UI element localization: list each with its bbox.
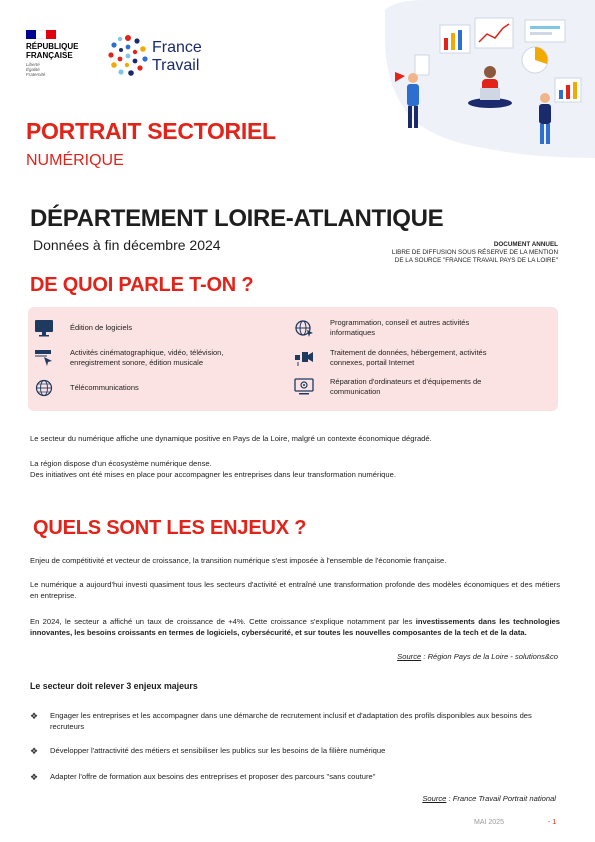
page-title: PORTRAIT SECTORIEL: [26, 118, 276, 144]
rf-motto-line: Fraternité: [26, 72, 46, 77]
section-title-what: DE QUOI PARLE T-ON ?: [30, 274, 254, 296]
document-note-heading: DOCUMENT ANNUEL: [493, 241, 558, 248]
paragraph-line: La région dispose d'un écosystème numérique dense.: [30, 459, 212, 468]
document-note-line: LIBRE DE DIFFUSION SOUS RÉSERVE DE LA MENTION: [391, 249, 558, 256]
ft-name-line: France: [152, 39, 202, 56]
sector-item: [294, 348, 514, 367]
page-subtitle: NUMÉRIQUE: [26, 152, 124, 169]
challenge-text: Engager les entreprises et les accompagner dans une démarche de recrutement inclusif et d'adaptation des profils disponibles aux besoins des recruteurs: [50, 711, 532, 731]
source-label: Source: [397, 652, 422, 661]
ft-name-line: Travail: [152, 57, 200, 74]
network-video-icon: [294, 349, 314, 367]
source-label: Source: [422, 794, 447, 803]
section-title-challenges: QUELS SONT LES ENJEUX ?: [33, 517, 307, 539]
repair-computer-icon: [294, 378, 314, 396]
republique-francaise-logo: [26, 30, 96, 77]
sector-label: Activités cinématographique, vidéo, télévision, enregistrement sonore, édition musicale: [70, 348, 224, 367]
data-date: Données à fin décembre 2024: [33, 237, 221, 253]
challenge-item: [30, 772, 560, 783]
sector-item: [34, 379, 274, 397]
challenge-paragraph-2: Le numérique a aujourd'hui investi quasiment tous les secteurs d'activité et entraîné une transformation profonde des modèles économiques et des métiers en entreprise.: [30, 580, 560, 600]
source-text: : Région Pays de la Loire - solutions&co: [421, 652, 558, 661]
challenge-item: [30, 711, 560, 732]
sector-label: Télécommunications: [70, 383, 139, 393]
rf-title-line: RÉPUBLIQUE: [26, 42, 79, 51]
sector-item: [294, 377, 524, 396]
ecosystem-paragraph: [30, 459, 396, 480]
paragraph-line: Des initiatives ont été mises en place pour accompagner les entreprises dans leur transformation numérique.: [30, 469, 396, 479]
department-heading: DÉPARTEMENT LOIRE-ATLANTIQUE: [30, 205, 444, 232]
intro-paragraph: Le secteur du numérique affiche une dynamique positive en Pays de la Loire, malgré un contexte économique dégradé.: [30, 434, 432, 443]
challenge-text: Développer l'attractivité des métiers et sensibiliser les publics sur les besoins de la filière numérique: [50, 746, 386, 755]
globe-cursor-icon: [294, 319, 314, 337]
challenge-paragraph-1: Enjeu de compétitivité et vecteur de croissance, la transition numérique s'est imposée à l'ensemble de l'économie française.: [30, 556, 447, 565]
source-note-2: [300, 794, 556, 803]
sector-item: [34, 348, 274, 367]
french-flag-icon: [26, 30, 56, 39]
screen-cursor-icon: [34, 349, 54, 367]
challenge-paragraph-3: [30, 617, 560, 638]
sector-item: [294, 318, 514, 337]
sector-item: [34, 319, 274, 337]
sector-label: Réparation d'ordinateurs et d'équipements de communication: [330, 377, 482, 396]
source-note-1: [300, 652, 558, 661]
digital-workers-illustration: [385, 0, 595, 158]
sectors-box: [28, 307, 558, 411]
diamond-bullet-icon: ❖: [30, 711, 39, 721]
challenge-text: Adapter l'offre de formation aux besoins des entreprises et proposer des parcours "sans couture": [50, 772, 376, 781]
page-number: - 1: [548, 819, 557, 826]
sector-label: Traitement de données, hébergement, activités connexes, portail Internet: [330, 348, 487, 367]
source-text: : France Travail Portrait national: [446, 794, 556, 803]
rf-motto-line: Égalité: [26, 67, 40, 72]
footer-date: MAI 2025: [474, 819, 504, 826]
globe-network-icon: [34, 379, 54, 397]
diamond-bullet-icon: ❖: [30, 772, 39, 782]
diamond-bullet-icon: ❖: [30, 746, 39, 756]
rf-motto-line: Liberté: [26, 62, 40, 67]
growth-text-bold: investissements dans les technologies innovantes, les besoins croissants en termes de logiciels, cybersécurité, et sur toutes les nouvelles composantes de la tech et de la data.: [30, 617, 560, 637]
france-travail-name: [152, 39, 202, 75]
document-note-line: DE LA SOURCE "FRANCE TRAVAIL PAYS DE LA LOIRE": [394, 257, 558, 264]
rf-title-line: FRANÇAISE: [26, 51, 73, 60]
document-note: [372, 241, 558, 265]
monitor-icon: [34, 319, 54, 337]
challenge-item: [30, 746, 560, 757]
sector-label: Édition de logiciels: [70, 323, 133, 333]
challenges-heading: Le secteur doit relever 3 enjeux majeurs: [30, 681, 198, 691]
sector-label: Programmation, conseil et autres activités informatiques: [330, 318, 470, 337]
france-travail-logo-icon: [104, 32, 152, 80]
growth-text: En 2024, le secteur a affiché un taux de croissance de +4%. Cette croissance s'explique notamment par les: [30, 617, 416, 626]
